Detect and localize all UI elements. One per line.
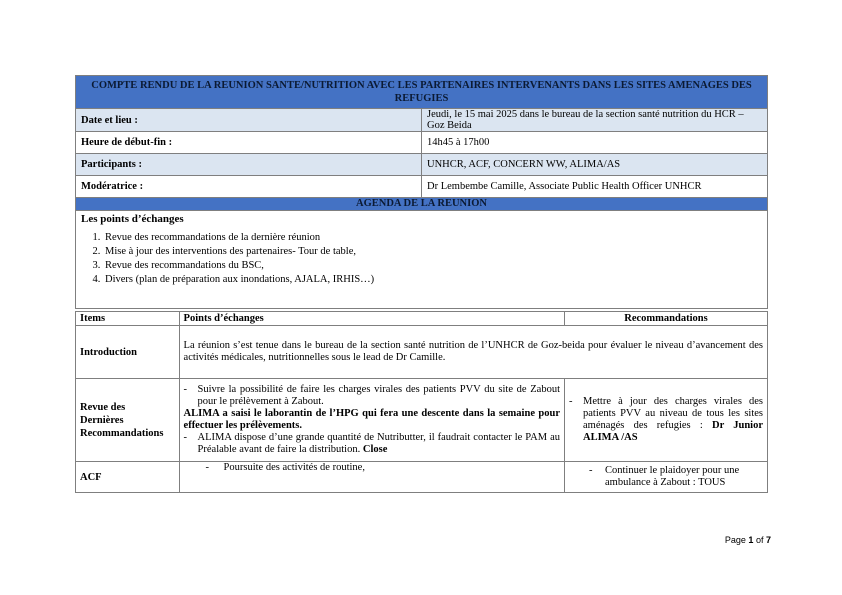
revue-bullet-2	[184, 432, 560, 456]
revue-bold-note: ALIMA a saisi le laborantin de l’HPG qui fera une descente dans la semaine pour effectuer les prélèvements.	[183, 408, 560, 431]
agenda-item: 4. Divers (plan de préparation aux inondations, AJALA, IRHIS…)	[103, 273, 762, 287]
date-value: Jeudi, le 15 mai 2025 dans le bureau de la section santé nutrition du HCR – Goz Beida	[422, 109, 768, 132]
agenda-list	[81, 231, 762, 287]
revue-label-line: Revue des	[80, 401, 126, 413]
page-word: Page	[724, 535, 746, 545]
of-word: of	[755, 535, 764, 545]
moderator-value: Dr Lembembe Camille, Associate Public Health Officer UNHCR	[422, 176, 768, 198]
acf-bullet	[184, 462, 560, 474]
items-header: Items	[76, 312, 180, 326]
revue-bullet-2-text: ALIMA dispose d’une grande quantité de Nutributter, il faudrait contacter le PAM au Préalable avant de faire la distribution.	[197, 432, 560, 455]
time-label: Heure de début-fin :	[76, 132, 422, 154]
info-row-time	[76, 132, 768, 154]
agenda-heading: AGENDA DE LA REUNION	[76, 198, 768, 211]
revue-status: Close	[362, 444, 388, 455]
moderator-label: Modératrice :	[76, 176, 422, 198]
meeting-info-table	[75, 75, 768, 309]
dash-bullet: -	[569, 396, 573, 407]
intro-label: Introduction	[76, 326, 180, 379]
table-row-introduction	[76, 326, 768, 379]
table-row-revue	[76, 379, 768, 462]
agenda-title: Les points d’échanges	[81, 213, 184, 225]
time-value: 14h45 à 17h00	[422, 132, 768, 154]
revue-bullet-1	[184, 384, 560, 408]
discussion-table	[75, 311, 768, 493]
dash-bullet: -	[183, 384, 188, 395]
page-current: 1	[748, 535, 754, 545]
table-row-acf	[76, 462, 768, 493]
info-row-participants	[76, 154, 768, 176]
revue-label-line: Recommandations	[80, 427, 164, 439]
revue-reco-text: Mettre à jour des charges virales des patients PVV au niveau de tous les sites aménagés des refugies :	[583, 396, 763, 431]
agenda-section	[76, 211, 768, 309]
participants-label: Participants :	[76, 154, 422, 176]
agenda-item: 2. Mise à jour des interventions des partenaires- Tour de table,	[103, 245, 762, 259]
revue-bullet-1-text: Suivre la possibilité de faire les charges virales des patients PVV du site de Zabout pour le prélèvement à Zabout.	[197, 384, 560, 407]
dash-bullet: -	[589, 465, 593, 476]
dash-bullet: -	[183, 432, 188, 443]
acf-points	[179, 462, 564, 493]
acf-point-text: Poursuite des activités de routine,	[223, 462, 365, 473]
revue-label	[76, 379, 180, 462]
revue-reco-bullet	[569, 396, 763, 444]
date-label: Date et lieu :	[76, 109, 422, 132]
acf-label: ACF	[76, 462, 180, 493]
acf-reco-bullet	[569, 465, 763, 489]
table-header-row	[76, 312, 768, 326]
reco-header: Recommandations	[565, 312, 768, 326]
revue-points	[179, 379, 564, 462]
page-total: 7	[765, 535, 771, 545]
info-row-moderator	[76, 176, 768, 198]
acf-reco	[565, 462, 768, 493]
participants-value: UNHCR, ACF, CONCERN WW, ALIMA/AS	[422, 154, 768, 176]
revue-label-line: Dernières	[80, 414, 124, 426]
revue-reco	[565, 379, 768, 462]
intro-text: La réunion s’est tenue dans le bureau de la section santé nutrition de l’UNHCR de Goz-beida pour évaluer le niveau d’avancement des activités médicales, nutritionnelles sous le lead de Dr Camille.	[179, 326, 767, 379]
points-header: Points d’échanges	[179, 312, 564, 326]
agenda-item: 1. Revue des recommandations de la dernière réunion	[103, 231, 762, 245]
dash-bullet: -	[205, 462, 210, 473]
acf-reco-text: Continuer le plaidoyer pour une ambulance à Zabout : TOUS	[605, 465, 740, 488]
page-number	[725, 535, 771, 545]
report-title: COMPTE RENDU DE LA REUNION SANTE/NUTRITION AVEC LES PARTENAIRES INTERVENANTS DANS LES SITES AMENAGES DES REFUGIES	[76, 76, 768, 109]
revue-reco-owner: Dr Junior ALIMA /AS	[583, 420, 764, 443]
info-row-date	[76, 109, 768, 132]
agenda-item: 3. Revue des recommandations du BSC,	[103, 259, 762, 273]
